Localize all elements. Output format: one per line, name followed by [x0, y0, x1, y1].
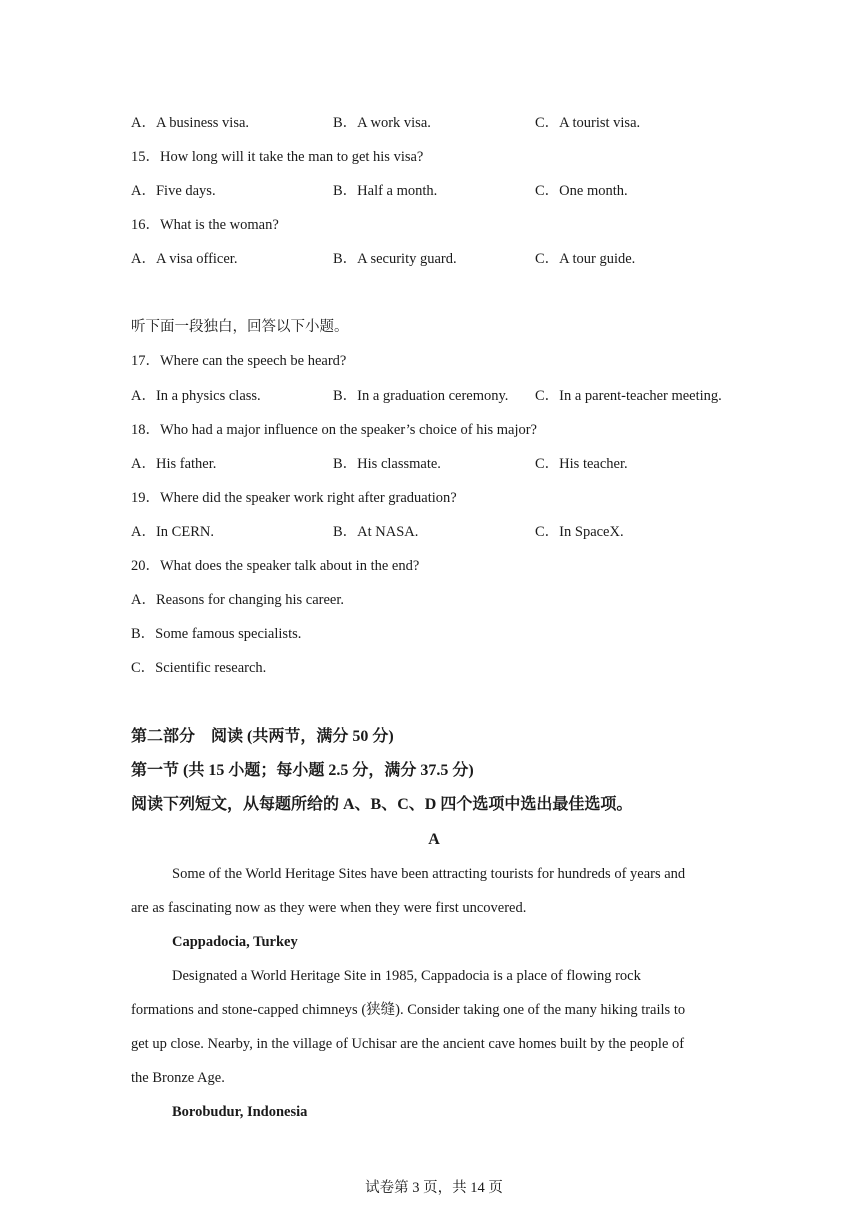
q18-option-c[interactable]: C．His teacher.: [535, 456, 628, 472]
cappadocia-line-2: formations and stone-capped chimneys (狭缝). Consider taking one of the many hiking trails to: [131, 1002, 686, 1018]
q14-option-b[interactable]: B．A work visa.: [333, 115, 431, 131]
q16-option-b[interactable]: B．A security guard.: [333, 251, 457, 267]
q18-option-b[interactable]: B．His classmate.: [333, 456, 441, 472]
q14-option-c[interactable]: C．A tourist visa.: [535, 115, 641, 131]
q19-option-b[interactable]: B．At NASA.: [333, 524, 419, 540]
q18-question: 18．Who had a major influence on the speaker’s choice of his major?: [131, 422, 537, 438]
passage-label: A: [428, 831, 440, 848]
cappadocia-line-1: Designated a World Heritage Site in 1985, Cappadocia is a place of flowing rock: [172, 968, 641, 984]
q20-option-b[interactable]: B．Some famous specialists.: [131, 626, 302, 642]
q15-question: 15．How long will it take the man to get his visa?: [131, 149, 424, 165]
q17-option-a[interactable]: A．In a physics class.: [131, 388, 261, 404]
q19-options: [131, 523, 831, 541]
q19-question: 19．Where did the speaker work right after graduation?: [131, 490, 457, 506]
part2-heading: 第二部分 阅读 (共两节，满分 50 分): [131, 728, 394, 745]
q17-option-b[interactable]: B．In a graduation ceremony.: [333, 388, 509, 404]
q19-option-a[interactable]: A．In CERN.: [131, 524, 214, 540]
site-title-borobudur: Borobudur, Indonesia: [172, 1104, 308, 1120]
q20-question: 20．What does the speaker talk about in the end?: [131, 558, 420, 574]
q14-option-a[interactable]: A．A business visa.: [131, 115, 250, 131]
q19-option-c[interactable]: C．In SpaceX.: [535, 524, 624, 540]
q18-option-a[interactable]: A．His father.: [131, 456, 217, 472]
q15-options: [131, 182, 831, 200]
q15-option-b[interactable]: B．Half a month.: [333, 183, 438, 199]
q16-option-a[interactable]: A．A visa officer.: [131, 251, 238, 267]
q17-option-c[interactable]: C．In a parent-teacher meeting.: [535, 388, 722, 404]
q16-option-c[interactable]: C．A tour guide.: [535, 251, 636, 267]
q18-options: [131, 455, 831, 473]
q17-question: 17．Where can the speech be heard?: [131, 353, 347, 369]
section1-heading: 第一节 (共 15 小题；每小题 2.5 分，满分 37.5 分): [131, 762, 474, 779]
reading-instruction: 阅读下列短文，从每题所给的 A、B、C、D 四个选项中选出最佳选项。: [131, 796, 633, 813]
q20-option-a[interactable]: A．Reasons for changing his career.: [131, 592, 345, 608]
q15-option-a[interactable]: A．Five days.: [131, 183, 216, 199]
cappadocia-line-3: get up close. Nearby, in the village of Uchisar are the ancient cave homes built by the people of: [131, 1036, 685, 1052]
passage-intro-line-2: are as fascinating now as they were when they were first uncovered.: [131, 900, 527, 916]
q14-options: [131, 114, 831, 132]
q17-options: [131, 387, 831, 405]
q20-option-c[interactable]: C．Scientific research.: [131, 660, 267, 676]
cappadocia-line-4: the Bronze Age.: [131, 1070, 225, 1086]
monologue-instruction: 听下面一段独白，回答以下小题。: [131, 319, 349, 335]
site-title-cappadocia: Cappadocia, Turkey: [172, 934, 298, 950]
q15-option-c[interactable]: C．One month.: [535, 183, 628, 199]
page-footer: 试卷第 3 页，共 14 页: [365, 1180, 503, 1196]
q16-options: [131, 250, 831, 268]
passage-intro-line-1: Some of the World Heritage Sites have been attracting tourists for hundreds of years and: [172, 866, 686, 882]
q16-question: 16．What is the woman?: [131, 217, 279, 233]
